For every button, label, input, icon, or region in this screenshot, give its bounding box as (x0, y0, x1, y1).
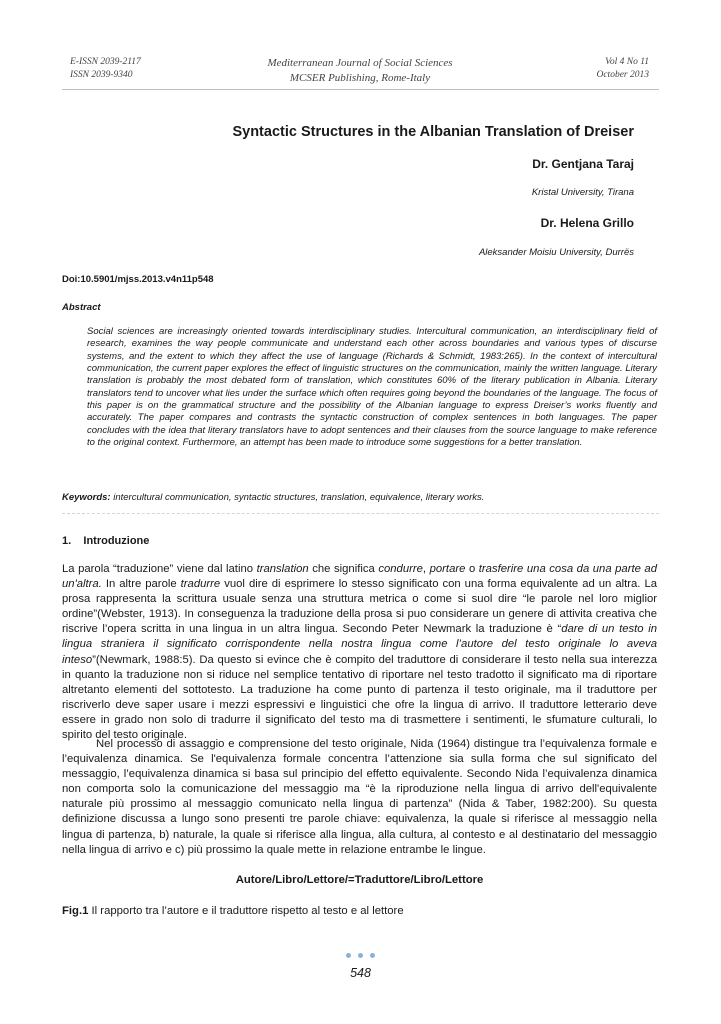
figure-caption (62, 905, 404, 917)
issn-block (70, 56, 141, 82)
header-divider (62, 89, 659, 90)
author-affiliation: Aleksander Moisiu University, Durrës (478, 247, 634, 258)
text-run: o (465, 563, 479, 575)
keywords-label: Keywords: (62, 492, 111, 503)
body-paragraph (62, 562, 657, 743)
keywords (62, 492, 484, 503)
italic-run: trasferire una cosa da una parte ad un'altra. (62, 563, 657, 591)
abstract-heading: Abstract (62, 302, 101, 313)
figure-caption-text: Il rapporto tra l’autore e il traduttore rispetto al testo e al lettore (88, 905, 404, 917)
section-heading: 1. Introduzione (62, 535, 150, 547)
text-run: In altre parole (101, 578, 181, 591)
page-number: 548 (350, 966, 371, 980)
ornament-dot (358, 953, 363, 958)
publisher: MCSER Publishing, Rome-Italy (289, 72, 431, 84)
journal-name: Mediterranean Journal of Social Sciences (267, 57, 453, 69)
issue-date: October 2013 (596, 70, 649, 80)
figure-heading: Autore/Libro/Lettore/=Traduttore/Libro/Lettore (235, 874, 484, 886)
ornament-dot (346, 953, 351, 958)
author-affiliation: Kristal University, Tirana (531, 187, 634, 198)
article-title: Syntactic Structures in the Albanian Translation of Dreiser (232, 124, 634, 140)
author-name: Dr. Gentjana Taraj (532, 157, 634, 171)
page-dots-ornament (343, 953, 379, 961)
doi: Doi:10.5901/mjss.2013.v4n11p548 (62, 274, 214, 285)
italic-run: portare (429, 563, 466, 575)
volume: Vol 4 No 11 (605, 57, 649, 67)
text-run: ”(Newmark, 1988:5). Da questo si evince che è compito del traduttore di considerare il testo nella sua interezza in quanto la traduzione non si riduce nel semplice tentativo di riportare nel testo tradotto il significato ma di riportare altretanto elementi del sottotesto. La traduzione ha come punto di partenza il testo originale, ma il traduttore per riscriverlo deve saper usare i mezzi espressivi e linguistici che ofre la lingua di arrivo. Il traduttore letterario deve essere in grado non solo di tradurre il significato del testo ma di trasmettere i sentimenti, le sfumature culturali, lo spirito del testo originale. (62, 653, 657, 742)
figure-label: Fig.1 (62, 905, 89, 917)
text-run: La parola “traduzione” viene dal latino (62, 563, 257, 575)
author-name: Dr. Helena Grillo (540, 216, 634, 230)
body-paragraph: Nel processo di assaggio e comprensione del testo originale, Nida (1964) distingue tra l’equivalenza formale e l’equivalenza dinamica. Se l'equivalenza formale concentra l’attenzione sia sulla forma che sul significato del messaggio, l’equivalenza dinamica si basa sul principio del effetto equivalente. Secondo Nida l’equivalenza dinamica non comporta solo la comunicazione del messaggio ma “è la riproduzione nella lingua di arrivo dell'equivalente naturale più prossimo al messaggio comunicato nella lingua di partenza” (Nida & Taber, 1982:200). Su questa definizione discussa a lungo sono presenti tre parole chiave: equivalenza, la quale si riferisce al messaggio nella lingua di partenza, b) naturale, la quale si riferisce alla lingua, alla cultura, al contesto e al destinatario del messaggio nella lingua di arrivo e c) più prossimo la quale mette in relazione entrambe le lingue. (62, 738, 657, 856)
issn: ISSN 2039-9340 (70, 70, 133, 80)
text-run: che significa (308, 563, 379, 575)
italic-run: dare di un testo in lingua straniera il significato corrispondente nella nostra lingua come l’autore del testo originale lo aveva inteso (62, 623, 657, 666)
eissn: E-ISSN 2039-2117 (70, 57, 141, 67)
text-run: , (422, 563, 430, 575)
journal-block (200, 56, 520, 86)
abstract-divider (62, 513, 659, 514)
italic-run: tradurre (180, 578, 221, 591)
ornament-dot (370, 953, 375, 958)
italic-run: translation (256, 563, 309, 575)
volume-block (596, 56, 649, 82)
text-run: vuol dire di esprimere lo stesso significato con una forma equivalente ad un altra. La prosa rappresenta la scrittura usuale senza una struttura metrica o come si suol dire “le parole nel loro miglior ordine”(Webster, 1913). In conseguenza la traduzione della prosa si puo considerare un genere di attivita creativa che riscrive l’opera scritta in una lingua in un altra lingua. Secondo Peter Newmark la traduzione è “ (62, 578, 658, 636)
abstract-text: Social sciences are increasingly oriented towards interdisciplinary studies. Intercultural communication, an interdisciplinary field of research, examines the way people communicate and understand each other across boundaries and various types of discurse systems, and the extent to which they affect the use of language (Richards & Schmidt, 1983:265). In the context of intercultural communication, the current paper explores the effect of linguistic structures on the communication, mainly the written language. Literary translation is probably the most debated form of translation, which constitutes 60% of the literary publication in Albania. Literary translators tend to uncover what lies under the surface which often requires going beyond the boundaries of the language. The focus of this paper is on the grammatical structure and the possibility of the Albanian language to express Dreiser’s works fluently and accurately. The paper compares and contrasts the syntactic construction of complex sentences in both languages. The paper concludes with the idea that literary translators have to adopt sentences and their clauses from the source language to make reference to the original context. Furthermore, an attempt has been made to introduce some suggestions for a better translation. (87, 326, 657, 449)
italic-run: condurre (378, 563, 423, 575)
keywords-list: intercultural communication, syntactic structures, translation, equivalence, literary works. (110, 492, 485, 503)
